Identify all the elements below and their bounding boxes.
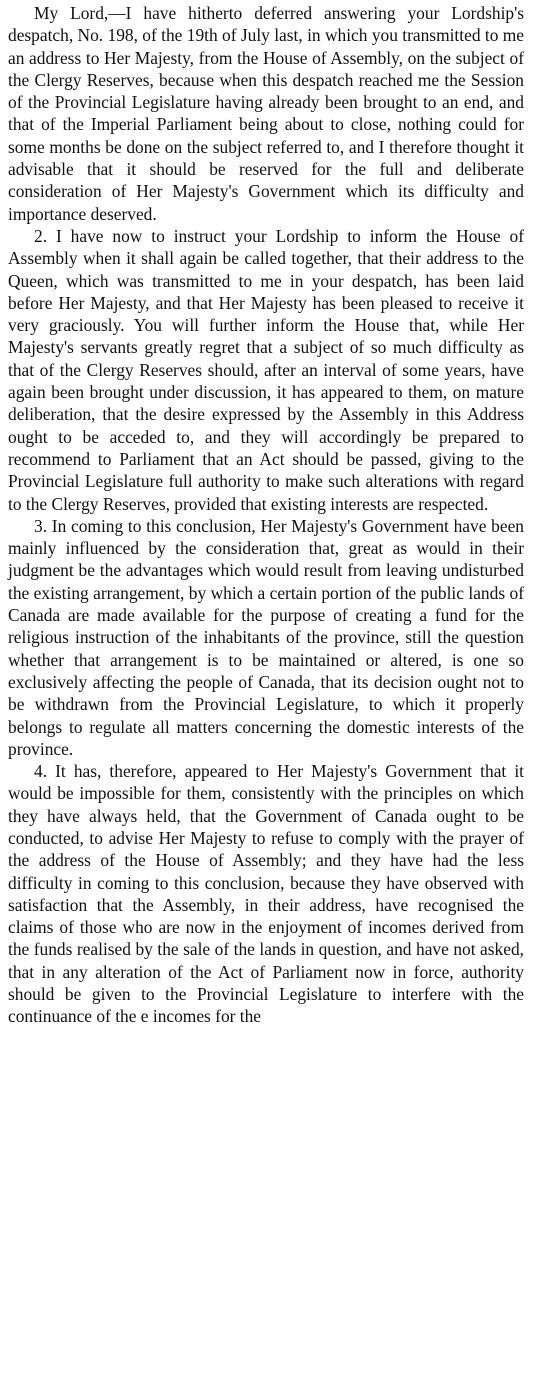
paragraph-3: 3. In coming to this conclusion, Her Majesty's Government have been mainly influenced by the consideration that, great as would in their judgment be the advantages which would result from leaving undisturbed the existing arrangement, by which a certain portion of the public lands of Canada are made available for the purpose of creating a fund for the religious instruction of the inhabitants of the province, still the question whether that arrangement is to be maintained or altered, is one so exclusively affecting the people of Canada, that its decision ought not to be withdrawn from the Provincial Legislature, to which it properly belongs to regulate all matters concerning the domestic interests of the province. — [8, 515, 524, 759]
paragraph-4: 4. It has, therefore, appeared to Her Majesty's Government that it would be impossible for them, consistently with the principles on which they have always held, that the Government of Canada ought to be conducted, to advise Her Majesty to refuse to comply with the prayer of the address of the House of Assembly; and they have had the less difficulty in coming to this conclusion, because they have observed with satisfaction that the Assembly, in their address, have recognised the claims of those who are now in the enjoyment of incomes derived from the funds realised by the sale of the lands in question, and have not asked, that in any alteration of the Act of Parliament now in force, authority should be given to the Provincial Legislature to interfere with the continuance of the e incomes for the — [8, 761, 524, 1027]
paragraph-salutation: My Lord,—I have hitherto deferred answering your Lordship's despatch, No. 198, of the 19th of July last, in which you transmitted to me an address to Her Majesty, from the House of Assembly, on the subject of the Clergy Reserves, because when this despatch reached me the Session of the Provincial Legislature having already been brought to an end, and that of the Imperial Parliament being about to close, nothing could for some months be done on the subject referred to, and I therefore thought it advisable that it should be reserved for the full and deliberate consideration of Her Majesty's Government which its difficulty and importance deserved. — [8, 3, 524, 224]
paragraph-2: 2. I have now to instruct your Lordship to inform the House of Assembly when it shall again be called together, that their address to the Queen, which was transmitted to me in your despatch, has been laid before Her Majesty, and that Her Majesty has been pleased to receive it very graciously. You will further inform the House that, while Her Majesty's servants greatly regret that a subject of so much difficulty as that of the Clergy Reserves should, after an interval of some years, have again been brought under discussion, it has appeared to them, on mature deliberation, that the desire expressed by the Assembly in this Address ought to be acceded to, and they will accordingly be prepared to recommend to Parliament that an Act should be passed, giving to the Provincial Legislature full authority to make such alterations with regard to the Clergy Reserves, provided that existing interests are respected. — [8, 225, 524, 514]
